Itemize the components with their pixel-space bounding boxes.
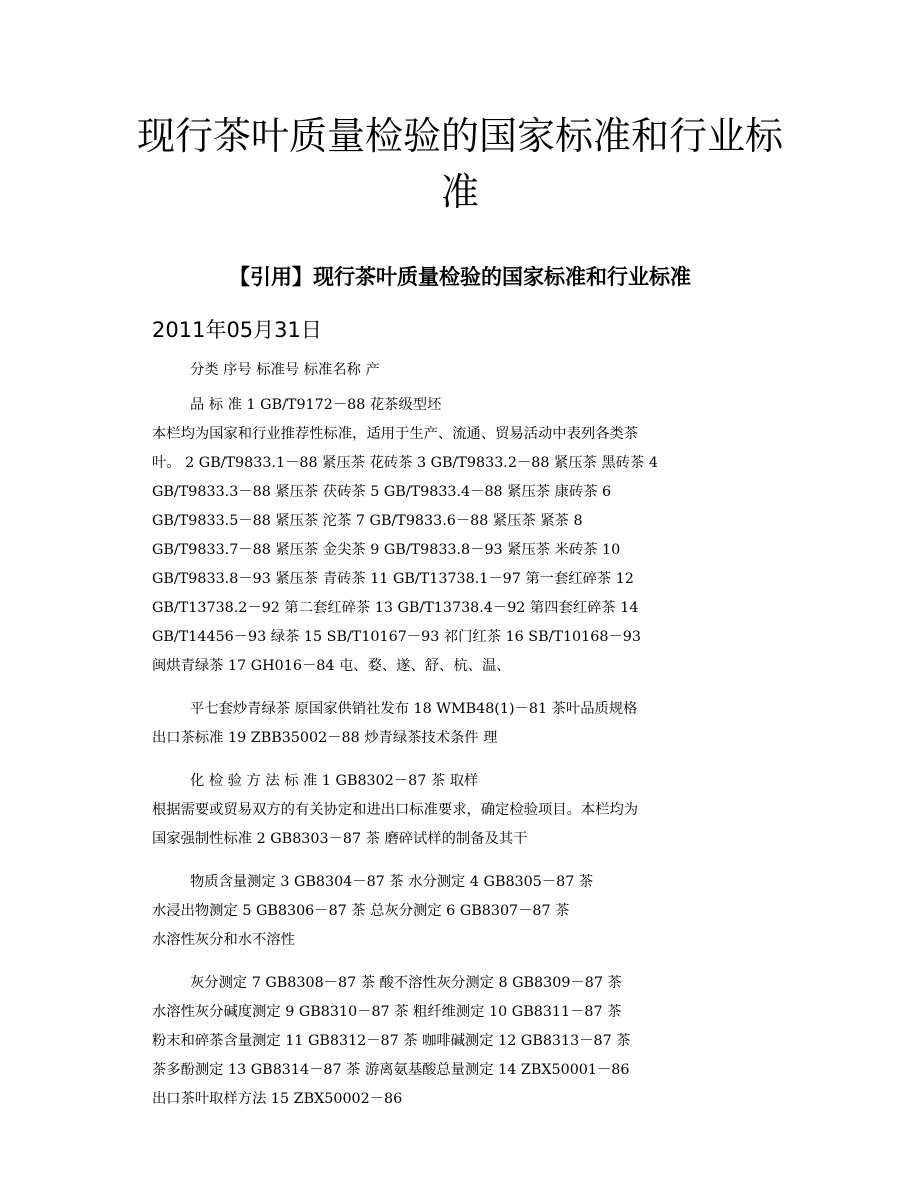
body-line: 叶。 2 GB/T9833.1－88 紧压茶 花砖茶 3 GB/T9833.2－88 紧压茶 黑砖茶 4 [152, 455, 658, 471]
body-line: 粉末和碎茶含量测定 11 GB8312－87 茶 咖啡碱测定 12 GB8313－87 茶 [152, 1033, 631, 1049]
body-line: 出口茶标准 19 ZBB35002－88 炒青绿茶技术条件 理 [152, 730, 498, 746]
body-line: 闽烘青绿茶 17 GH016－84 屯、婺、遂、舒、杭、温、 [152, 658, 511, 674]
body-line: 品 标 准 1 GB/T9172－88 花茶级型坯 [190, 397, 442, 413]
body-line: 物质含量测定 3 GB8304－87 茶 水分测定 4 GB8305－87 茶 [190, 874, 594, 890]
body-line: 分类 序号 标准号 标准名称 产 [190, 362, 380, 378]
body-line: 本栏均为国家和行业推荐性标准，适用于生产、流通、贸易活动中表列各类茶 [152, 426, 639, 442]
body-line: 国家强制性标准 2 GB8303－87 茶 磨碎试样的制备及其干 [152, 831, 528, 847]
body-line: 平七套炒青绿茶 原国家供销社发布 18 WMB48(1)－81 茶叶品质规格 [190, 701, 638, 717]
document-body [152, 356, 772, 1114]
body-line: 水浸出物测定 5 GB8306－87 茶 总灰分测定 6 GB8307－87 茶 [152, 903, 570, 919]
body-line: 茶多酚测定 13 GB8314－87 茶 游离氨基酸总量测定 14 ZBX50001－86 [152, 1062, 630, 1078]
body-line: GB/T9833.5－88 紧压茶 沱茶 7 GB/T9833.6－88 紧压茶 紧茶 8 [152, 513, 583, 529]
body-line: 水溶性灰分和水不溶性 [152, 932, 295, 948]
body-line: GB/T14456－93 绿茶 15 SB/T10167－93 祁门红茶 16 SB/T10168－93 [152, 629, 641, 645]
body-line: 根据需要或贸易双方的有关协定和进出口标准要求，确定检验项目。本栏均为 [152, 802, 639, 818]
document-subtitle: 【引用】现行茶叶质量检验的国家标准和行业标准 [229, 265, 691, 289]
body-line: 水溶性灰分碱度测定 9 GB8310－87 茶 粗纤维测定 10 GB8311－87 茶 [152, 1004, 622, 1020]
body-line: 出口茶叶取样方法 15 ZBX50002－86 [152, 1091, 403, 1107]
body-line: GB/T9833.7－88 紧压茶 金尖茶 9 GB/T9833.8－93 紧压茶 米砖茶 10 [152, 542, 621, 558]
body-line: GB/T13738.2－92 第二套红碎茶 13 GB/T13738.4－92 第四套红碎茶 14 [152, 600, 639, 616]
body-line: GB/T9833.3－88 紧压茶 茯砖茶 5 GB/T9833.4－88 紧压茶 康砖茶 6 [152, 484, 612, 500]
body-line: 灰分测定 7 GB8308－87 茶 酸不溶性灰分测定 8 GB8309－87 茶 [190, 975, 622, 991]
publish-date: 2011年05月31日 [152, 318, 322, 342]
body-line: 化 检 验 方 法 标 准 1 GB8302－87 茶 取样 [190, 773, 479, 789]
document-title: 现行茶叶质量检验的国家标准和行业标准 [136, 114, 783, 214]
body-line: GB/T9833.8－93 紧压茶 青砖茶 11 GB/T13738.1－97 第一套红碎茶 12 [152, 571, 634, 587]
